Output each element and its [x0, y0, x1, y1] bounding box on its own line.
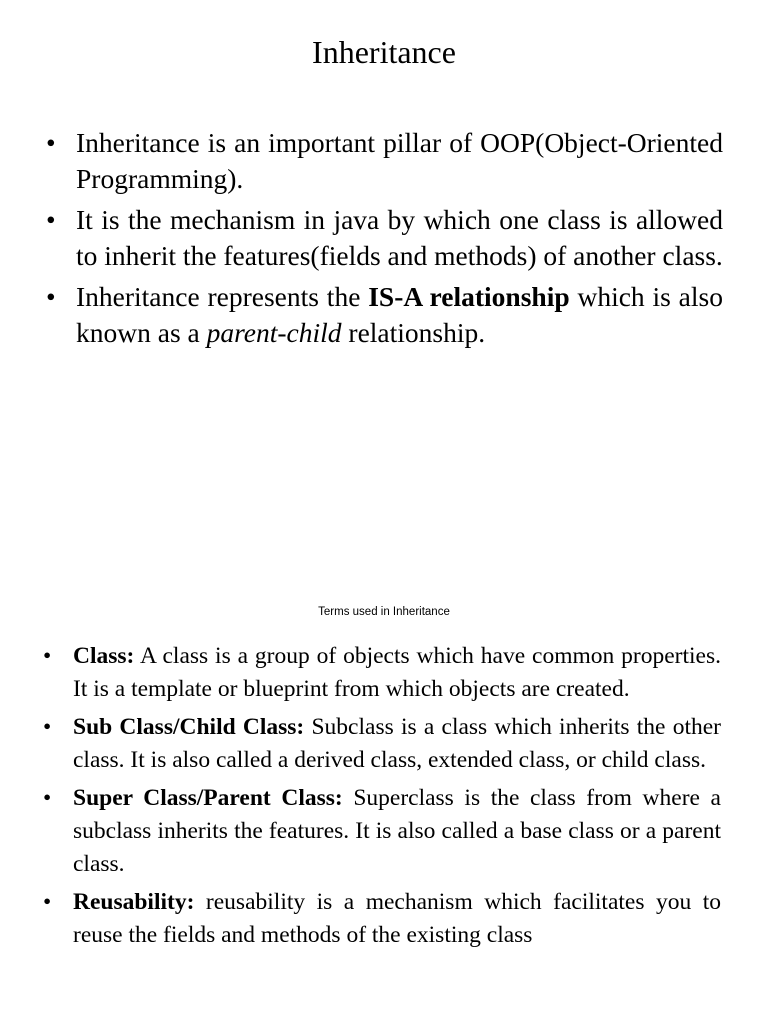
term-item	[43, 640, 721, 706]
term-label: Reusability:	[73, 889, 195, 915]
term-definition: reusability is a mechanism which facilitates you to reuse the fields and methods of the existing class	[73, 889, 721, 948]
bullet-text: It is the mechanism in java by which one class is allowed to inherit the features(fields and methods) of another class.	[76, 204, 723, 271]
bullet-dot: •	[43, 643, 52, 669]
term-item	[43, 782, 721, 881]
bullet-item	[46, 279, 723, 351]
term-label: Super Class/Parent Class:	[73, 785, 343, 811]
bullet-dot: •	[46, 127, 56, 158]
is-a-relationship-emphasis: IS-A relationship	[368, 281, 570, 312]
bullet-dot: •	[43, 889, 52, 915]
term-definition: Superclass is the class from where a subclass inherits the features. It is also called a base class or a parent class.	[73, 785, 721, 877]
bullet-dot: •	[43, 714, 52, 740]
bullet-text-pre: Inheritance represents the	[76, 281, 369, 312]
slide-title: Inheritance	[312, 34, 456, 70]
bullet-dot: •	[46, 204, 56, 235]
inheritance-bullet-list	[46, 125, 723, 356]
bullet-item	[46, 202, 723, 274]
bullet-item	[46, 125, 723, 197]
term-label: Class:	[73, 643, 135, 669]
parent-child-emphasis: parent-child	[206, 317, 342, 348]
term-definition: A class is a group of objects which have common properties. It is a template or blueprint from which objects are created.	[73, 643, 721, 702]
bullet-text: Inheritance is an important pillar of OOP(Object-Oriented Programming).	[76, 127, 723, 194]
section-heading: Terms used in Inheritance	[318, 606, 450, 618]
term-item	[43, 886, 721, 952]
bullet-text-post: relationship.	[341, 317, 486, 348]
term-label: Sub Class/Child Class:	[73, 714, 305, 740]
term-definition: Subclass is a class which inherits the other class. It is also called a derived class, extended class, or child class.	[73, 714, 721, 773]
bullet-dot: •	[46, 281, 56, 312]
bullet-text-mid: which is also known as a	[76, 281, 723, 348]
bullet-dot: •	[43, 785, 52, 811]
term-item	[43, 711, 721, 777]
terms-bullet-list	[43, 640, 721, 957]
